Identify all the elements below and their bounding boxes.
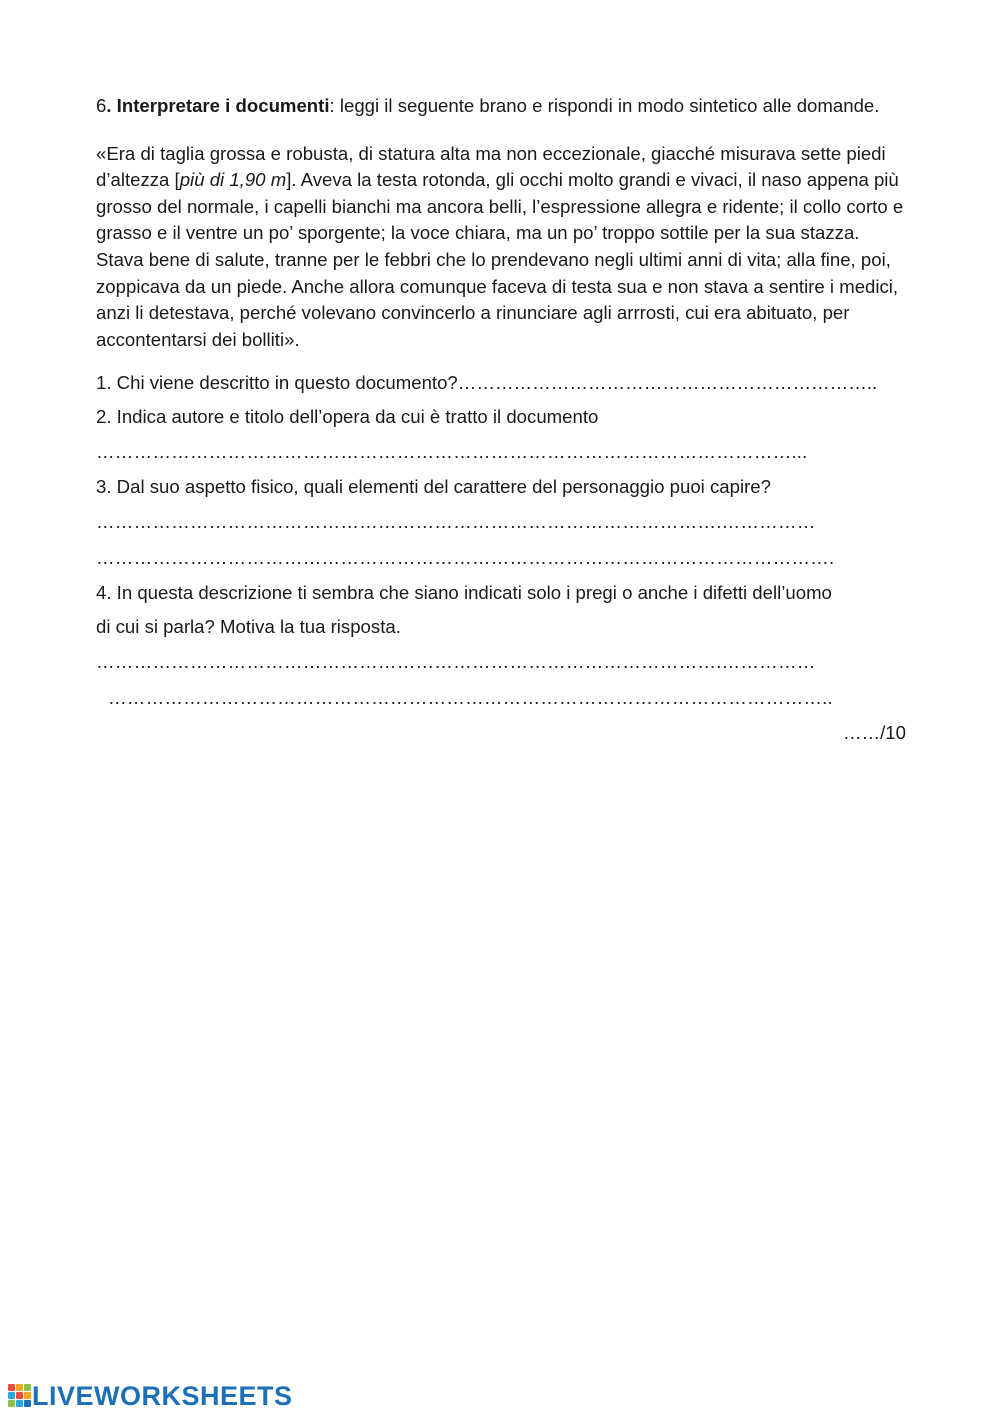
- question-3: 3. Dal suo aspetto fisico, quali elementi del carattere del personaggio puoi capire?: [96, 476, 771, 498]
- passage-text-start: «Era di taglia grossa e robusta, di statura alta ma non eccezionale, giacché misurava sette piedi d’altezza [: [96, 142, 886, 191]
- passage-italic-note: più di 1,90 m: [179, 169, 287, 191]
- answer-line-4a[interactable]: ……………………………………………………………………………………….……………: [96, 651, 816, 673]
- logo-grid-icon: [8, 1384, 30, 1408]
- exercise-number: 6: [96, 95, 107, 116]
- liveworksheets-logo: [8, 1380, 293, 1412]
- answer-line-4b[interactable]: ……………………………………………………………………………………………………..: [108, 687, 833, 709]
- answer-line-2[interactable]: …………………………………………………………………………………………………...: [96, 441, 808, 463]
- passage-text-end: ]. Aveva la testa rotonda, gli occhi molto grandi e vivaci, il naso appena più grosso del normale, i capelli bianchi ma ancora belli, l’espressione allegra e ridente; il collo corto e grasso e il ventre un po’ sporgente; la voce chiara, ma un po’ troppo sottile per la sua stazza. Stava bene di salute, tranne per le febbri che lo prendevano negli ultimi anni di vita; alla fine, poi, zoppicava da un piede. Anche allora comunque faceva di testa sua e non stava a sentire i medici, anzi li detestava, perché volevano convincerlo a rinunciare agli arrrosti, cui era abituato, per accontentarsi dei bolliti».: [96, 169, 904, 350]
- exercise-title: . Interpretare i documenti: [106, 95, 330, 116]
- document-passage: [96, 141, 906, 354]
- exercise-instruction: : leggi il seguente brano e rispondi in modo sintetico alle domande.: [329, 95, 880, 116]
- score-field: ……/10: [842, 722, 906, 744]
- question-1: 1. Chi viene descritto in questo documento?…………………………………………………………..: [96, 372, 878, 394]
- answer-line-3a[interactable]: ……………………………………………………………………………………….……………: [96, 511, 816, 533]
- question-4-line-2: di cui si parla? Motiva la tua risposta.: [96, 616, 401, 638]
- question-2: 2. Indica autore e titolo dell’opera da cui è tratto il documento: [96, 406, 599, 428]
- worksheet-page: [96, 93, 906, 750]
- exercise-heading: [96, 93, 906, 120]
- answer-line-3b[interactable]: ……………………………………………………………………………………………………….: [96, 547, 835, 569]
- question-4-line-1: 4. In questa descrizione ti sembra che siano indicati solo i pregi o anche i difetti dell’uomo: [96, 582, 832, 604]
- logo-text: LIVEWORKSHEETS: [32, 1380, 293, 1411]
